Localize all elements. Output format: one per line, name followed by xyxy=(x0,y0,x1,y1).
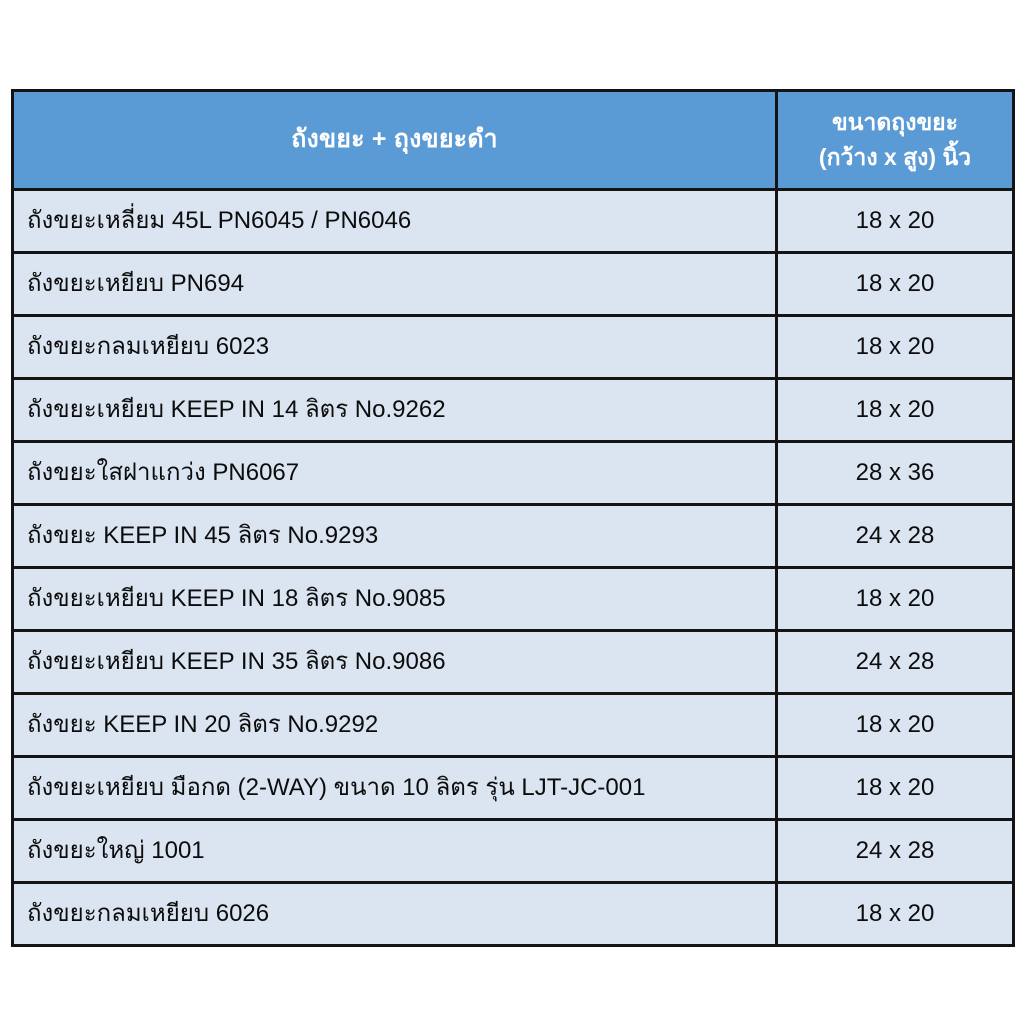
bag-size-cell: 18 x 20 xyxy=(777,883,1014,946)
bag-size-cell: 18 x 20 xyxy=(777,253,1014,316)
product-name-cell: ถังขยะกลมเหยียบ 6023 xyxy=(13,316,777,379)
bag-size-cell: 18 x 20 xyxy=(777,316,1014,379)
table-row xyxy=(13,379,1014,442)
bag-size-cell: 18 x 20 xyxy=(777,568,1014,631)
product-name-cell: ถังขยะกลมเหยียบ 6026 xyxy=(13,883,777,946)
table-row xyxy=(13,442,1014,505)
bag-size-cell: 24 x 28 xyxy=(777,820,1014,883)
product-name-cell: ถังขยะเหยียบ KEEP IN 35 ลิตร No.9086 xyxy=(13,631,777,694)
column-header-size-line2: (กว้าง x สูง) นิ้ว xyxy=(818,144,972,170)
product-name-cell: ถังขยะเหลี่ยม 45L PN6045 / PN6046 xyxy=(13,190,777,253)
table-row xyxy=(13,253,1014,316)
table-header xyxy=(13,91,1014,190)
table-row xyxy=(13,631,1014,694)
bag-size-cell: 18 x 20 xyxy=(777,694,1014,757)
bag-size-cell: 28 x 36 xyxy=(777,442,1014,505)
product-name-cell: ถังขยะใหญ่ 1001 xyxy=(13,820,777,883)
product-name-cell: ถังขยะเหยียบ KEEP IN 18 ลิตร No.9085 xyxy=(13,568,777,631)
column-header-size-line1: ขนาดถุงขยะ xyxy=(831,108,958,135)
table-row xyxy=(13,505,1014,568)
trash-bag-size-table xyxy=(11,89,1015,947)
table-body xyxy=(13,190,1014,946)
table-row xyxy=(13,568,1014,631)
column-header-product: ถังขยะ + ถุงขยะดำ xyxy=(13,91,777,190)
table-row xyxy=(13,820,1014,883)
bag-size-cell: 18 x 20 xyxy=(777,379,1014,442)
bag-size-cell: 18 x 20 xyxy=(777,757,1014,820)
table-row xyxy=(13,190,1014,253)
table-row xyxy=(13,316,1014,379)
bag-size-cell: 24 x 28 xyxy=(777,505,1014,568)
bag-size-cell: 24 x 28 xyxy=(777,631,1014,694)
bag-size-cell: 18 x 20 xyxy=(777,190,1014,253)
column-header-size xyxy=(777,91,1014,190)
size-table-container xyxy=(11,89,1012,947)
product-name-cell: ถังขยะใสฝาแกว่ง PN6067 xyxy=(13,442,777,505)
product-name-cell: ถังขยะเหยียบ มือกด (2-WAY) ขนาด 10 ลิตร รุ่น LJT-JC-001 xyxy=(13,757,777,820)
table-row xyxy=(13,757,1014,820)
product-name-cell: ถังขยะเหยียบ KEEP IN 14 ลิตร No.9262 xyxy=(13,379,777,442)
product-name-cell: ถังขยะเหยียบ PN694 xyxy=(13,253,777,316)
product-name-cell: ถังขยะ KEEP IN 20 ลิตร No.9292 xyxy=(13,694,777,757)
product-name-cell: ถังขยะ KEEP IN 45 ลิตร No.9293 xyxy=(13,505,777,568)
table-header-row xyxy=(13,91,1014,190)
table-row xyxy=(13,883,1014,946)
table-row xyxy=(13,694,1014,757)
